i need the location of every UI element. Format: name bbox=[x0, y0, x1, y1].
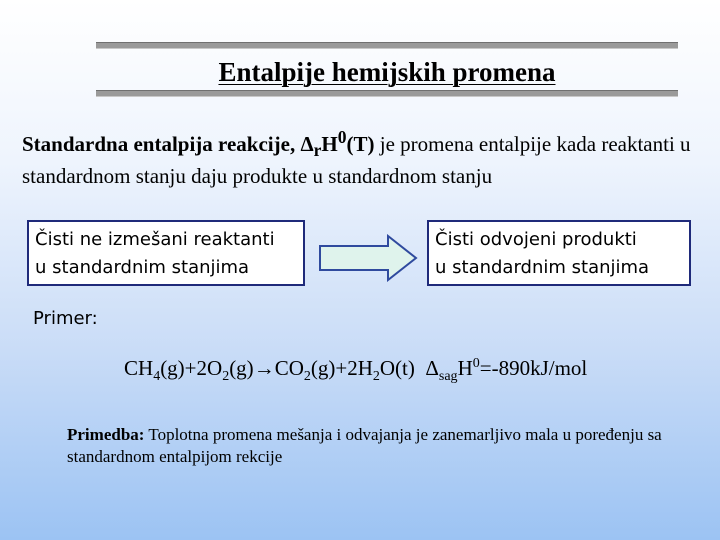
products-line-1: Čisti odvojeni produkti bbox=[435, 229, 637, 250]
products-line-2: u standardnim stanjima bbox=[435, 257, 650, 278]
reaction-equation: $CH_4(g)+2O_2(g)\to CO_2(g)+2H_2O(t)$ $\Delta_{sag}H^0=-890kJ$/mol bbox=[124, 356, 588, 384]
title-top-rule bbox=[96, 42, 678, 49]
slide-title: Entalpije hemijskih promena bbox=[218, 57, 556, 87]
note-label: Primedba: bbox=[67, 425, 145, 444]
reaction-arrow-icon: → bbox=[253, 356, 275, 380]
title-bottom-rule bbox=[96, 90, 678, 97]
example-label: Primer: bbox=[33, 308, 98, 329]
definition-text: Standardna entalpija reakcije, $\Delta_rH^0(T)$ je promena entalpije kada reaktanti u standardnom stanju daju produkte u standardnom stanju bbox=[22, 127, 691, 189]
delta-symbol: Δ bbox=[300, 132, 314, 156]
note-text: Primedba: Toplotna promena mešanja i odvajanja je zanemarljivo mala u poređenju sa standardnom entalpijom rekcije bbox=[67, 425, 662, 466]
reactants-line-2: u standardnim stanjima bbox=[35, 257, 250, 278]
right-arrow-icon bbox=[318, 234, 418, 282]
definition-term: Standardna entalpija reakcije, bbox=[22, 132, 301, 156]
reactants-box bbox=[27, 220, 305, 286]
products-box bbox=[427, 220, 691, 286]
reactants-line-1: Čisti ne izmešani reaktanti bbox=[35, 229, 275, 250]
